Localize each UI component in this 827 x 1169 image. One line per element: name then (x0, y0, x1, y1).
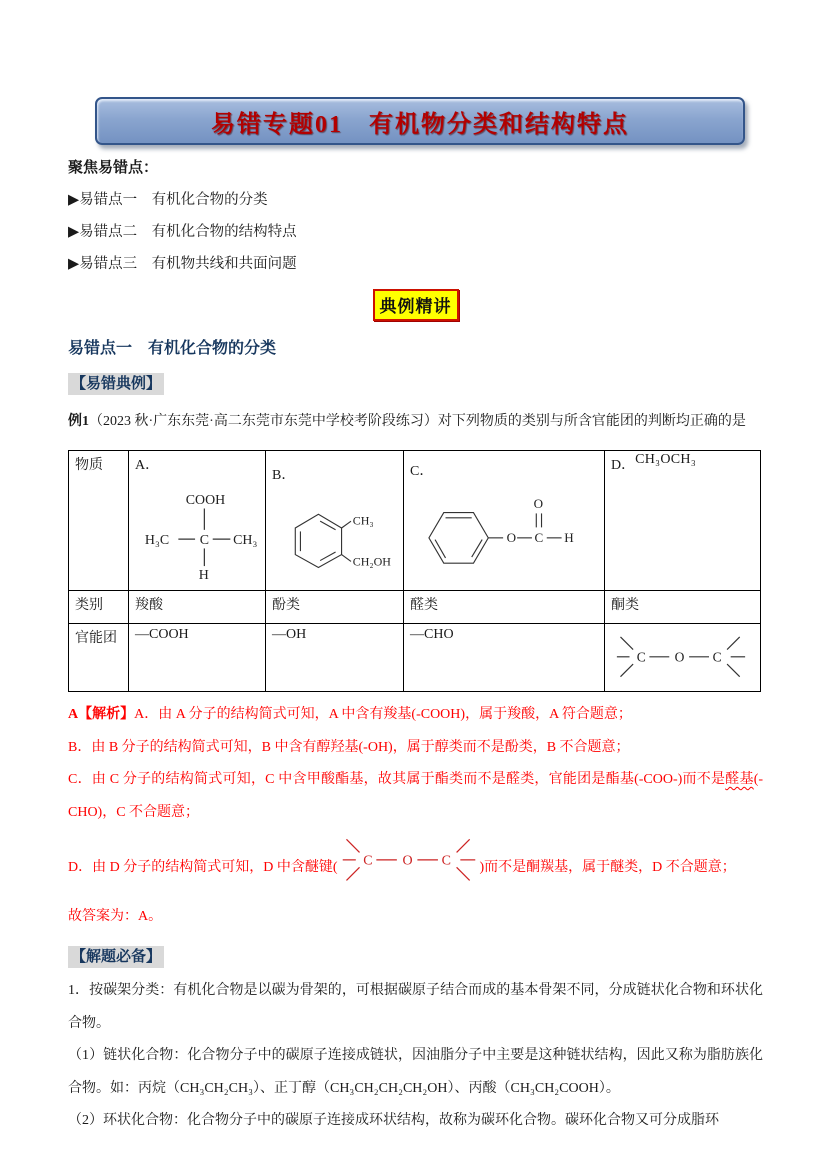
ether-linkage-structure (611, 627, 751, 683)
ch3-label: CH₃ (233, 532, 258, 548)
o-label: O (401, 853, 413, 869)
question-text: （2023 秋·广东东莞·高二东莞市东莞中学校考阶段练习）对下列物质的类别与所含官能团的判断均正确的是 (89, 414, 746, 429)
analysis-c-wavy-term: 醛基 (725, 772, 754, 787)
structure-c-diagram (410, 482, 598, 583)
tips-paragraph-1: 1．按碳架分类：有机化合物是以碳为骨架的，可根据碳原子结合而成的基本骨架不同，分成链状化合物和环状化合物。 (68, 983, 763, 1031)
topic-banner (95, 97, 745, 145)
analysis-c-text-1: C．由 C 分子的结构简式可知，C 中含甲酸酯基，故其属于酯类而不是醛类，官能团是酯基(-COO-)而不是 (68, 772, 726, 787)
h-label: H (564, 530, 574, 546)
category-d: 酮类 (605, 591, 761, 624)
ch3-label: CH₃ (352, 513, 374, 528)
h-label: H (198, 568, 209, 580)
row-header-category: 类别 (69, 591, 129, 624)
category-c: 醛类 (404, 591, 605, 624)
analysis-line-c (68, 764, 763, 829)
o-label: O (506, 530, 517, 546)
cell-option-d (605, 451, 761, 591)
page-content (0, 97, 827, 1138)
focus-item-2: ▶易错点二 有机化合物的结构特点 (68, 224, 297, 240)
cell-option-c (404, 451, 605, 591)
ch2oh-label: CH₂OH (352, 554, 391, 569)
topic-banner-title: 易错专题01 有机物分类和结构特点 (211, 111, 629, 138)
dimethyl-ether-formula: CH₃OCH₃ (635, 452, 696, 467)
group-b: —OH (266, 624, 404, 692)
example-block-label: 【易错典例】 (68, 373, 164, 395)
option-b-label: B． (272, 468, 296, 483)
table-row-functional-group (69, 624, 761, 692)
answer-letter: A (68, 707, 79, 722)
row-header-substance: 物质 (69, 451, 129, 591)
group-a: —COOH (129, 624, 266, 692)
category-b: 酚类 (266, 591, 404, 624)
structure-a-diagram (135, 476, 259, 585)
question-paragraph (68, 406, 763, 437)
carbonyl-o-label: O (533, 496, 544, 512)
category-a: 羧酸 (129, 591, 266, 624)
c-label: C (712, 649, 722, 665)
cell-option-a (129, 451, 266, 591)
methylbenzyl-alcohol-structure (274, 486, 404, 582)
lecture-badge: 典例精讲 (373, 289, 459, 321)
inline-ether-diagram (339, 829, 479, 901)
tips-paragraph-2: （1）链状化合物：化合物分子中的碳原子连接成链状，因油脂分子中主要是这种链状结构，因此又称为脂肪族化合物。如：丙烷（CH₃CH₂CH₃）、正丁醇（CH₃CH₂CH₂CH₂OH）、丙酸（CH₃CH₂COOH）。 (68, 1048, 763, 1096)
ether-linkage-structure (339, 829, 479, 887)
c-label: C (534, 530, 544, 546)
analysis-a-text: A．由 A 分子的结构简式可知，A 中含有羧基(-COOH)，属于羧酸，A 符合题意； (134, 707, 632, 722)
c-label: C (441, 853, 451, 869)
analysis-line-a (68, 699, 763, 732)
row-header-functional-group: 官能团 (69, 624, 129, 692)
tips-paragraph-3: （2）环状化合物：化合物分子中的碳原子连接成环状结构，故称为碳环化合物。碳环化合物又可分成脂环 (68, 1113, 719, 1128)
analysis-section (68, 699, 763, 933)
analysis-line-d (68, 829, 763, 901)
c-label: C (199, 532, 209, 548)
badge-row (68, 289, 763, 321)
option-d-label: D． (611, 458, 636, 473)
example-number: 例1 (68, 414, 89, 429)
c-label: C (636, 649, 646, 665)
table-row-substance (69, 451, 761, 591)
focus-item-1: ▶易错点一 有机化合物的分类 (68, 192, 268, 208)
cell-option-b (266, 451, 404, 591)
structure-b-diagram (272, 486, 397, 587)
analysis-line-b: B．由 B 分子的结构简式可知，B 中含有醇羟基(-OH)，属于醇类而不是酚类，B 不合题意； (68, 739, 630, 755)
c-label: C (362, 853, 373, 869)
options-table (68, 450, 761, 692)
analysis-d-text-1: D．由 D 分子的结构简式可知，D 中含醚键( (68, 860, 338, 875)
analysis-conclusion: 故答案为：A。 (68, 908, 163, 924)
h3c-label: H₃C (144, 532, 170, 548)
section-title: 易错点一 有机化合物的分类 (68, 340, 277, 357)
group-c: —CHO (404, 624, 605, 692)
focus-heading: 聚焦易错点： (68, 160, 159, 176)
option-a-label: A． (135, 458, 160, 473)
analysis-c-text-2: (-CHO)，C 不合题意； (68, 772, 764, 820)
phenyl-formate-structure (411, 482, 597, 578)
o-label: O (674, 649, 685, 665)
table-row-category (69, 591, 761, 624)
option-c-label: C． (410, 464, 434, 479)
isobutyric-acid-structure (135, 476, 266, 580)
tips-block-label: 【解题必备】 (68, 946, 164, 968)
analysis-label: 【解析】 (78, 707, 135, 722)
focus-item-3: ▶易错点三 有机物共线和共面问题 (68, 256, 297, 272)
group-d-ether-diagram (605, 624, 761, 692)
cooh-label: COOH (185, 492, 226, 508)
analysis-d-text-2: )而不是酮羰基，属于醚类，D 不合题意； (479, 860, 736, 875)
